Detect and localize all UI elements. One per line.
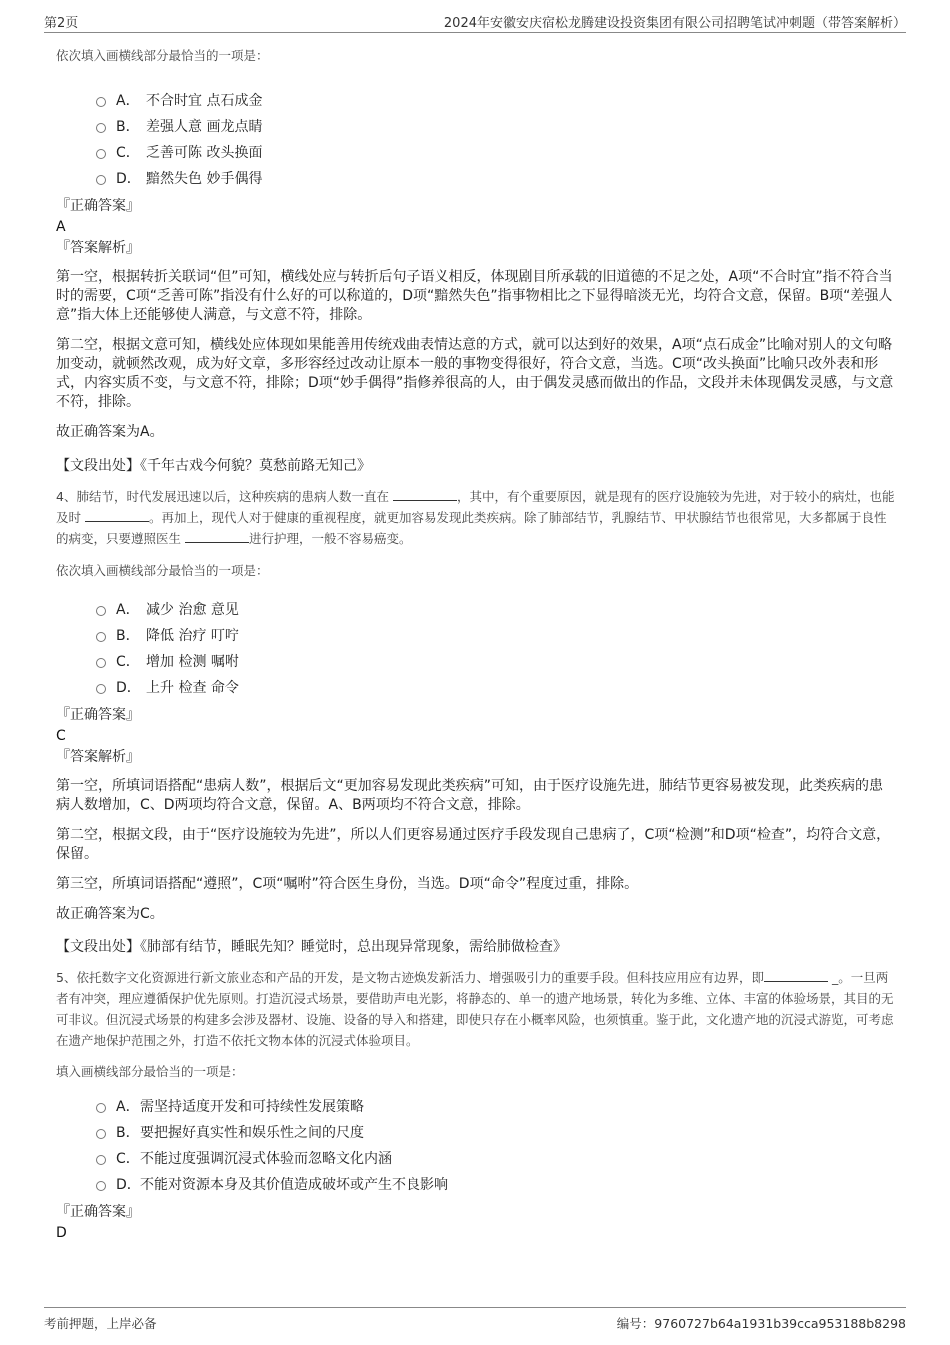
q4-option-a[interactable] bbox=[56, 597, 896, 623]
option-letter: C． bbox=[116, 145, 140, 161]
q3-options bbox=[56, 88, 896, 192]
radio-icon[interactable] bbox=[96, 97, 106, 107]
blank-line bbox=[393, 488, 457, 501]
q4-text-part-2: ，其中，有个重要原因，就是现有的医疗设施较为先进，对于较小的病灶，也能及时 bbox=[56, 489, 895, 525]
page-number: 第2页 bbox=[44, 16, 79, 31]
option-letter: D． bbox=[116, 680, 141, 696]
q3-answer: A bbox=[56, 219, 66, 235]
q4-text-part-1: 4、肺结节，时代发展迅速以后，这种疾病的患病人数一直在 bbox=[56, 489, 389, 504]
radio-icon[interactable] bbox=[96, 1155, 106, 1165]
option-letter: A． bbox=[116, 602, 140, 618]
option-letter: C． bbox=[116, 1151, 140, 1167]
blank-line bbox=[185, 530, 249, 543]
option-text: 减少 治愈 意见 bbox=[146, 602, 239, 618]
q4-analysis-3: 第三空，所填词语搭配“遵照”，C项“嘱咐”符合医生身份，当选。D项“命令”程度过重，排除。 bbox=[56, 876, 639, 892]
option-text: 黯然失色 妙手偶得 bbox=[146, 171, 263, 187]
option-text: 不合时宜 点石成金 bbox=[146, 93, 263, 109]
radio-icon[interactable] bbox=[96, 606, 106, 616]
page-content bbox=[56, 44, 896, 1244]
option-text: 增加 检测 嘱咐 bbox=[146, 654, 239, 670]
q5-text-part-1: 5、依托数字文化资源进行新文旅业态和产品的开发，是文物古迹焕发新活力、增强吸引力的重要手段。但科技应用应有边界，即 bbox=[56, 970, 764, 985]
q3-analysis-label: 『答案解析』 bbox=[56, 240, 140, 256]
q4-source: 【文段出处】《肺部有结节，睡眠先知？睡觉时，总出现异常现象，需给肺做检查》 bbox=[56, 939, 567, 955]
radio-icon[interactable] bbox=[96, 149, 106, 159]
option-letter: A． bbox=[116, 93, 140, 109]
q4-question-text bbox=[56, 486, 896, 549]
blank-line bbox=[85, 509, 149, 522]
option-letter: B． bbox=[116, 119, 140, 135]
q5-option-c[interactable] bbox=[56, 1146, 896, 1172]
q5-option-d[interactable] bbox=[56, 1172, 896, 1198]
page-header bbox=[44, 10, 906, 33]
radio-icon[interactable] bbox=[96, 632, 106, 642]
q3-option-b[interactable] bbox=[56, 114, 896, 140]
option-text: 降低 治疗 叮咛 bbox=[146, 628, 239, 644]
document-title: 2024年安徽安庆宿松龙腾建设投资集团有限公司招聘笔试冲刺题（带答案解析） bbox=[443, 16, 906, 31]
q4-option-b[interactable] bbox=[56, 623, 896, 649]
option-text: 不能对资源本身及其价值造成破坏或产生不良影响 bbox=[140, 1177, 448, 1193]
q3-option-a[interactable] bbox=[56, 88, 896, 114]
option-letter: B． bbox=[116, 1125, 140, 1141]
radio-icon[interactable] bbox=[96, 1181, 106, 1191]
q5-text-part-2: _。一旦两者有冲突，理应遵循保护优先原则。打造沉浸式场景，要借助声电光影，将静态的、单一的遗产地场景，转化为多维、立体、丰富的体验场景，其目的无可非议。但沉浸式场景的构建多会涉及器材、设施、设备的导入和搭建，即使只存在小概率风险，也须慎重。鉴于此，文化遗产地的沉浸式游览，可考虑在遗产地保护范围之外，打造不依托文物本体的沉浸式体验项目。 bbox=[56, 970, 894, 1048]
q4-options bbox=[56, 597, 896, 701]
q4-text-part-3: 。再加上，现代人对于健康的重视程度，就更加容易发现此类疾病。除了肺部结节，乳腺结节、甲状腺结节也很常见，大多都属于良性的病变，只要遵照医生 bbox=[56, 510, 887, 546]
footer-slogan: 考前押题，上岸必备 bbox=[44, 1316, 157, 1331]
q4-analysis-1: 第一空，所填词语搭配“患病人数”，根据后文“更加容易发现此类疾病”可知，由于医疗设施先进，肺结节更容易被发现，此类疾病的患病人数增加，C、D两项均符合文意，保留。A、B两项均不符合文意，排除。 bbox=[56, 778, 884, 813]
page-footer bbox=[44, 1307, 906, 1332]
blank-line bbox=[764, 969, 828, 982]
radio-icon[interactable] bbox=[96, 684, 106, 694]
option-letter: A． bbox=[116, 1099, 140, 1115]
q3-analysis-3: 故正确答案为A。 bbox=[56, 424, 164, 440]
q4-text-part-4: 进行护理，一般不容易癌变。 bbox=[249, 531, 412, 546]
q4-option-d[interactable] bbox=[56, 675, 896, 701]
radio-icon[interactable] bbox=[96, 1103, 106, 1113]
radio-icon[interactable] bbox=[96, 175, 106, 185]
option-text: 乏善可陈 改头换面 bbox=[146, 145, 263, 161]
document-id: 编号：9760727b64a1931b39cca953188b8298 bbox=[616, 1316, 906, 1331]
q4-answer-label: 『正确答案』 bbox=[56, 707, 140, 723]
q4-analysis-4: 故正确答案为C。 bbox=[56, 906, 164, 922]
q5-answer-label: 『正确答案』 bbox=[56, 1204, 140, 1220]
option-text: 差强人意 画龙点睛 bbox=[146, 119, 263, 135]
q3-source: 【文段出处】《千年古戏今何貌？莫愁前路无知己》 bbox=[56, 458, 371, 474]
q3-analysis-2: 第二空，根据文意可知，横线处应体现如果能善用传统戏曲表情达意的方式，就可以达到好的效果，A项“点石成金”比喻对别人的文句略加变动，就顿然改观，成为好文章，多形容经过改动让原本一般的事物变得很好，符合文意，当选。C项“改头换面”比喻只改外表和形式，内容实质不变，与文意不符，排除；D项“妙手偶得”指修养很高的人，由于偶发灵感而做出的作品，文段并未体现偶发灵感，与文意不符，排除。 bbox=[56, 337, 894, 410]
q3-analysis-1: 第一空，根据转折关联词“但”可知，横线处应与转折后句子语义相反，体现剧目所承载的旧道德的不足之处，A项“不合时宜”指不符合当时的需要，C项“乏善可陈”指没有什么好的可以称道的，D项“黯然失色”指事物相比之下显得暗淡无光，均符合文意，保留。B项“差强人意”指大体上还能够使人满意，与文意不符，排除。 bbox=[56, 269, 893, 323]
option-text: 需坚持适度开发和可持续性发展策略 bbox=[140, 1099, 364, 1115]
q4-analysis-2: 第二空，根据文段，由于“医疗设施较为先进”，所以人们更容易通过医疗手段发现自己患病了，C项“检测”和D项“检查”，均符合文意，保留。 bbox=[56, 827, 891, 862]
q5-prompt: 填入画横线部分最恰当的一项是： bbox=[56, 1064, 244, 1079]
q5-options bbox=[56, 1094, 896, 1198]
q5-option-b[interactable] bbox=[56, 1120, 896, 1146]
q4-option-c[interactable] bbox=[56, 649, 896, 675]
q3-option-c[interactable] bbox=[56, 140, 896, 166]
option-text: 要把握好真实性和娱乐性之间的尺度 bbox=[140, 1125, 364, 1141]
q5-option-a[interactable] bbox=[56, 1094, 896, 1120]
q4-prompt: 依次填入画横线部分最恰当的一项是： bbox=[56, 563, 269, 578]
option-text: 不能过度强调沉浸式体验而忽略文化内涵 bbox=[140, 1151, 392, 1167]
option-letter: B． bbox=[116, 628, 140, 644]
q4-analysis-label: 『答案解析』 bbox=[56, 749, 140, 765]
radio-icon[interactable] bbox=[96, 1129, 106, 1139]
q5-question-text bbox=[56, 967, 896, 1051]
radio-icon[interactable] bbox=[96, 123, 106, 133]
option-letter: D． bbox=[116, 171, 141, 187]
option-letter: D． bbox=[116, 1177, 141, 1193]
radio-icon[interactable] bbox=[96, 658, 106, 668]
option-text: 上升 检查 命令 bbox=[146, 680, 239, 696]
q3-prompt: 依次填入画横线部分最恰当的一项是： bbox=[56, 48, 269, 63]
q3-answer-label: 『正确答案』 bbox=[56, 198, 140, 214]
q4-answer: C bbox=[56, 728, 66, 744]
q3-option-d[interactable] bbox=[56, 166, 896, 192]
option-letter: C． bbox=[116, 654, 140, 670]
q5-answer: D bbox=[56, 1225, 67, 1241]
